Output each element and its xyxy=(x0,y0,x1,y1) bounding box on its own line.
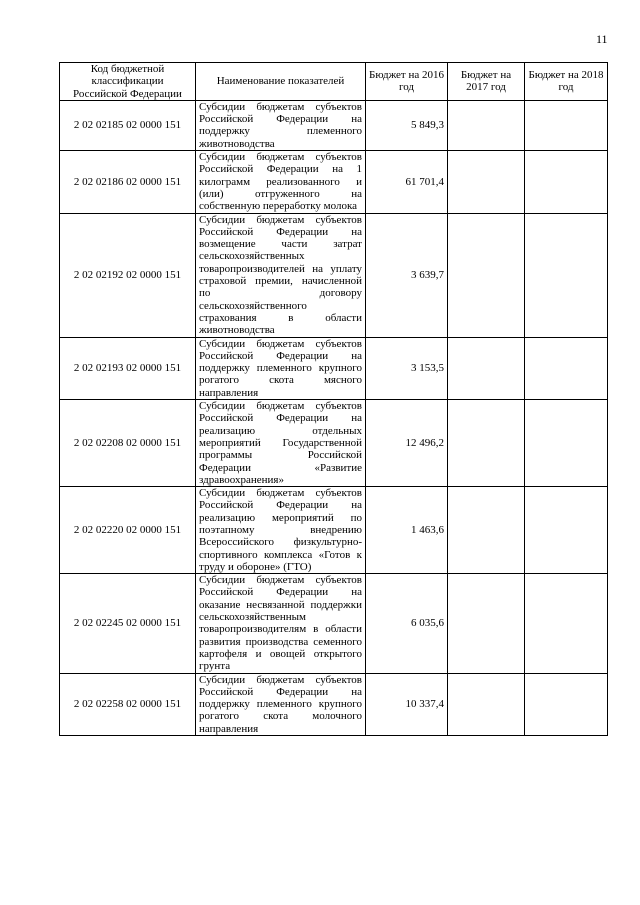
row-name: Субсидии бюджетам субъектов Российской Федерации на реализацию мероприятий по поэтапному внедрению Всероссийского физкультурно-спортивного комплекса «Готов к труду и обороне» (ГТО) xyxy=(196,487,366,574)
row-name: Субсидии бюджетам субъектов Российской Федерации на поддержку племенного животноводства xyxy=(196,100,366,150)
row-code: 2 02 02258 02 0000 151 xyxy=(60,673,196,735)
table-row xyxy=(60,100,608,150)
table-row xyxy=(60,151,608,213)
row-budget-2018 xyxy=(525,100,608,150)
row-name: Субсидии бюджетам субъектов Российской Федерации на 1 килограмм реализованного и (или) отгруженного на собственную переработку молока xyxy=(196,151,366,213)
row-budget-2017 xyxy=(448,487,525,574)
row-budget-2016: 61 701,4 xyxy=(366,151,448,213)
table-header-row xyxy=(60,63,608,101)
row-budget-2016: 3 153,5 xyxy=(366,337,448,399)
header-budget-2018: Бюджет на 2018 год xyxy=(525,63,608,101)
row-budget-2017 xyxy=(448,574,525,673)
row-budget-2018 xyxy=(525,400,608,487)
row-budget-2017 xyxy=(448,100,525,150)
table-row xyxy=(60,400,608,487)
row-name: Субсидии бюджетам субъектов Российской Федерации на реализацию отдельных мероприятий Государственной программы Российской Федерации «Развитие здравоохранения» xyxy=(196,400,366,487)
row-budget-2016: 12 496,2 xyxy=(366,400,448,487)
table-row xyxy=(60,574,608,673)
row-budget-2018 xyxy=(525,673,608,735)
row-budget-2018 xyxy=(525,213,608,337)
row-name: Субсидии бюджетам субъектов Российской Федерации на поддержку племенного крупного рогатого скота молочного направления xyxy=(196,673,366,735)
row-code: 2 02 02208 02 0000 151 xyxy=(60,400,196,487)
row-code: 2 02 02245 02 0000 151 xyxy=(60,574,196,673)
row-budget-2016: 10 337,4 xyxy=(366,673,448,735)
row-budget-2016: 1 463,6 xyxy=(366,487,448,574)
row-budget-2017 xyxy=(448,400,525,487)
row-name: Субсидии бюджетам субъектов Российской Федерации на возмещение части затрат сельскохозяйственных товаропроизводителей на уплату страховой премии, начисленной по договору сельскохозяйственного страхования в области животноводства xyxy=(196,213,366,337)
table-row xyxy=(60,337,608,399)
header-code: Код бюджетной классификации Российской Федерации xyxy=(60,63,196,101)
table-row xyxy=(60,213,608,337)
row-code: 2 02 02192 02 0000 151 xyxy=(60,213,196,337)
page-number: 11 xyxy=(596,32,608,46)
row-budget-2018 xyxy=(525,574,608,673)
row-budget-2016: 5 849,3 xyxy=(366,100,448,150)
header-name: Наименование показателей xyxy=(196,63,366,101)
row-code: 2 02 02186 02 0000 151 xyxy=(60,151,196,213)
row-code: 2 02 02220 02 0000 151 xyxy=(60,487,196,574)
budget-table xyxy=(59,62,608,736)
row-budget-2016: 3 639,7 xyxy=(366,213,448,337)
header-budget-2016: Бюджет на 2016 год xyxy=(366,63,448,101)
row-budget-2018 xyxy=(525,337,608,399)
row-budget-2016: 6 035,6 xyxy=(366,574,448,673)
row-budget-2017 xyxy=(448,213,525,337)
row-budget-2017 xyxy=(448,151,525,213)
row-name: Субсидии бюджетам субъектов Российской Федерации на поддержку племенного крупного рогатого скота мясного направления xyxy=(196,337,366,399)
row-name: Субсидии бюджетам субъектов Российской Федерации на оказание несвязанной поддержки сельскохозяйственным товаропроизводителям в области развития производства семенного картофеля и овощей открытого грунта xyxy=(196,574,366,673)
row-budget-2017 xyxy=(448,337,525,399)
row-budget-2018 xyxy=(525,151,608,213)
row-code: 2 02 02193 02 0000 151 xyxy=(60,337,196,399)
table-row xyxy=(60,487,608,574)
row-budget-2018 xyxy=(525,487,608,574)
table-row xyxy=(60,673,608,735)
row-budget-2017 xyxy=(448,673,525,735)
header-budget-2017: Бюджет на 2017 год xyxy=(448,63,525,101)
row-code: 2 02 02185 02 0000 151 xyxy=(60,100,196,150)
